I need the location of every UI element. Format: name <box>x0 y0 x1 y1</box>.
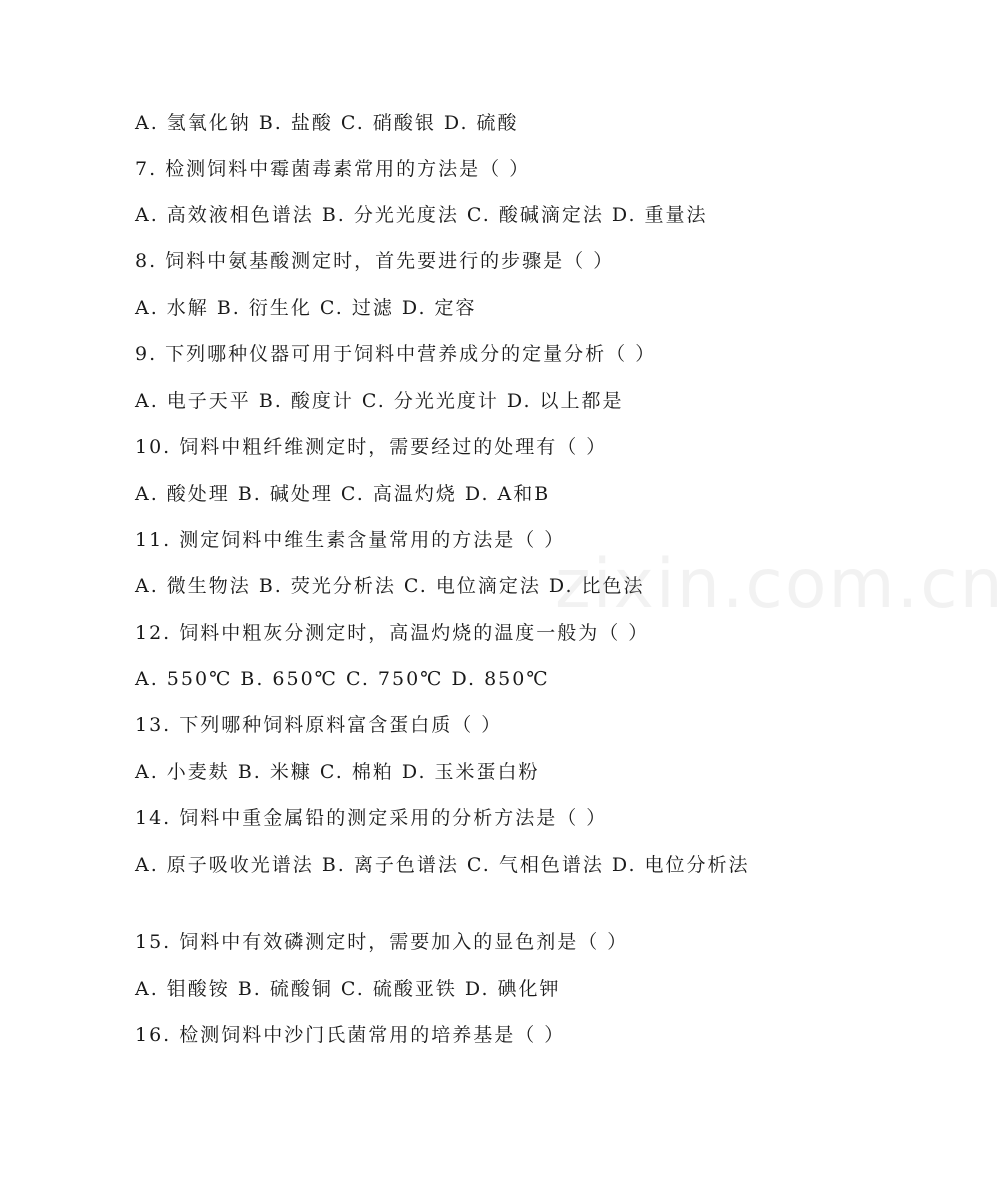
watermark: zixin.com.cn <box>555 545 1005 624</box>
question-12: 12. 饲料中粗灰分测定时，高温灼烧的温度一般为（ ） <box>135 622 650 644</box>
answer-options-q14: A. 原子吸收光谱法 B. 离子色谱法 C. 气相色谱法 D. 电位分析法 <box>135 854 750 876</box>
question-8: 8. 饲料中氨基酸测定时，首先要进行的步骤是（ ） <box>135 250 615 272</box>
answer-options-q12: A. 550℃ B. 650℃ C. 750℃ D. 850℃ <box>135 668 550 690</box>
question-7: 7. 检测饲料中霉菌毒素常用的方法是（ ） <box>135 158 531 180</box>
answer-options-q15: A. 钼酸铵 B. 硫酸铜 C. 硫酸亚铁 D. 碘化钾 <box>135 978 561 1000</box>
answer-options-q7: A. 高效液相色谱法 B. 分光光度法 C. 酸碱滴定法 D. 重量法 <box>135 204 708 226</box>
answer-options-q13: A. 小麦麸 B. 米糠 C. 棉粕 D. 玉米蛋白粉 <box>135 761 540 783</box>
question-14: 14. 饲料中重金属铅的测定采用的分析方法是（ ） <box>135 807 608 829</box>
question-15: 15. 饲料中有效磷测定时，需要加入的显色剂是（ ） <box>135 931 629 953</box>
question-9: 9. 下列哪种仪器可用于饲料中营养成分的定量分析（ ） <box>135 343 657 365</box>
answer-options-q9: A. 电子天平 B. 酸度计 C. 分光光度计 D. 以上都是 <box>135 390 624 412</box>
question-10: 10. 饲料中粗纤维测定时，需要经过的处理有（ ） <box>135 436 608 458</box>
question-16: 16. 检测饲料中沙门氏菌常用的培养基是（ ） <box>135 1024 566 1046</box>
answer-options-q6: A. 氢氧化钠 B. 盐酸 C. 硝酸银 D. 硫酸 <box>135 112 519 134</box>
question-13: 13. 下列哪种饲料原料富含蛋白质（ ） <box>135 714 503 736</box>
answer-options-q10: A. 酸处理 B. 碱处理 C. 高温灼烧 D. A和B <box>135 483 551 505</box>
question-11: 11. 测定饲料中维生素含量常用的方法是（ ） <box>135 529 566 551</box>
answer-options-q11: A. 微生物法 B. 荧光分析法 C. 电位滴定法 D. 比色法 <box>135 575 645 597</box>
answer-options-q8: A. 水解 B. 衍生化 C. 过滤 D. 定容 <box>135 297 477 319</box>
